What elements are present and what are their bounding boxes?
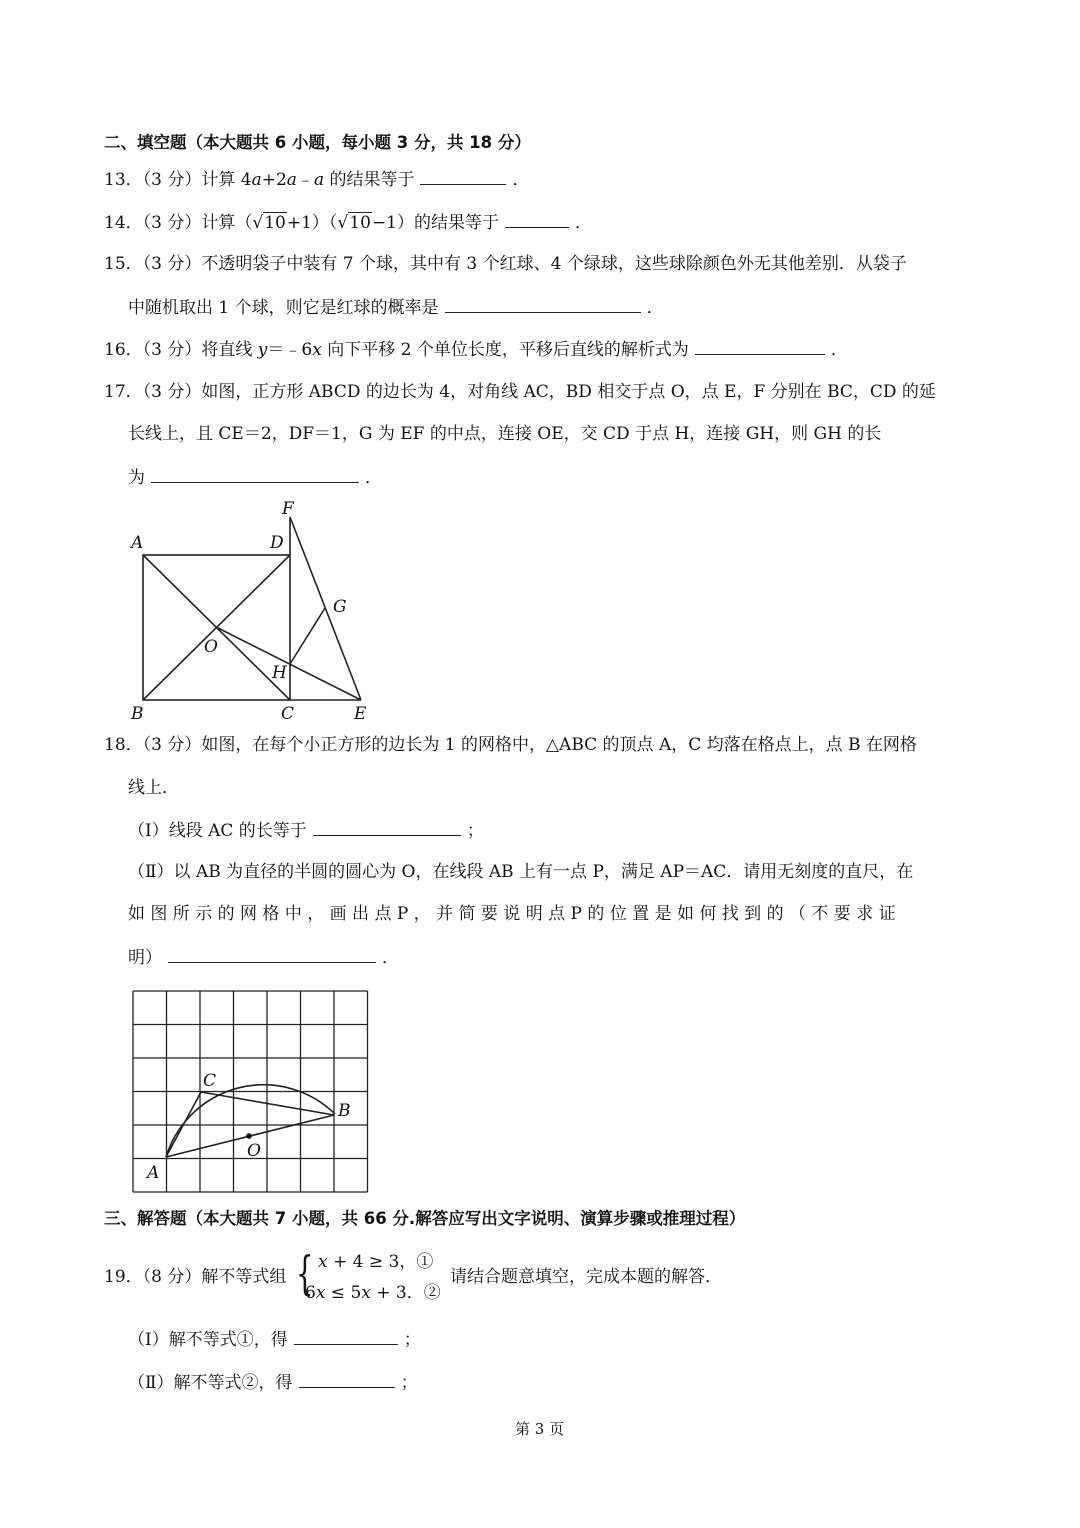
- label-h: H: [272, 663, 287, 683]
- q13-period: ．: [512, 170, 530, 190]
- label-e: E: [354, 704, 367, 724]
- question-17-line3: [128, 466, 382, 489]
- figure-17: [125, 495, 375, 725]
- label-a: A: [131, 533, 144, 553]
- q14-mid2: −1）的结果等于: [371, 213, 499, 233]
- question-18-part2-line2: 如 图 所 示 的 网 格 中 ， 画 出 点 P ， 并 简 要 说 明 点 P 的 位 置 是 如 何 找 到 的 （ 不 要 求 证: [128, 904, 896, 924]
- q14-mid1: +1）（: [286, 213, 338, 233]
- q14-answer-blank[interactable]: [505, 211, 569, 228]
- question-15-line2: [128, 296, 664, 319]
- label-o: O: [247, 1141, 261, 1161]
- q16-pre: 16．（3 分）将直线: [104, 340, 258, 360]
- question-19-part2: [128, 1371, 418, 1394]
- question-18-part2-line1: （Ⅱ）以 AB 为直径的半圆的圆心为 O，在线段 AB 上有一点 P，满足 AP＝AC．请用无刻度的直尺，在: [128, 862, 914, 882]
- segment-gh: [290, 608, 325, 664]
- label-o: O: [204, 637, 218, 657]
- question-19-pre: 19．（8 分）解不等式组: [104, 1267, 287, 1287]
- question-18-line1: 18．（3 分）如图，在每个小正方形的边长为 1 的网格中，△ABC 的顶点 A，C 均落在格点上，点 B 在网格: [104, 735, 917, 755]
- label-b: B: [131, 704, 144, 724]
- inequality-1: 𝑥 + 4 ≥ 3，①: [318, 1252, 434, 1272]
- label-b: B: [338, 1101, 351, 1121]
- label-g: G: [333, 597, 347, 617]
- q19-semicolon-1: ；: [403, 1330, 421, 1350]
- q14-period: ．: [574, 213, 592, 233]
- q15-period: ．: [646, 298, 664, 318]
- question-18-part1: [128, 819, 484, 842]
- q18-part2-text: 明）: [128, 948, 162, 968]
- label-a: A: [147, 1163, 160, 1183]
- inequality-2: 6𝑥 ≤ 5𝑥 + 3．②: [305, 1283, 441, 1303]
- q17-period: ．: [365, 468, 382, 488]
- q19-part1-text: （Ⅰ）解不等式①，得: [128, 1330, 288, 1350]
- q15-answer-blank[interactable]: [445, 296, 641, 313]
- q16-eq: ＝﹣6: [267, 340, 313, 360]
- q14-radicand-1: 10: [264, 213, 286, 233]
- q19-part2-blank[interactable]: [299, 1371, 395, 1388]
- question-17-line1: 17．（3 分）如图，正方形 ABCD 的边长为 4，对角线 AC，BD 相交于点 O，点 E，F 分别在 BC，CD 的延: [104, 382, 936, 402]
- q17-wei: 为: [128, 468, 145, 488]
- q13-expr-minus: ﹣: [296, 170, 314, 190]
- question-16: 16．（3 分）将直线 y＝﹣6x 向下平移 2 个单位长度，平移后直线的解析式为 ．: [104, 340, 848, 360]
- question-18-part2-line3: [128, 946, 399, 969]
- page-number: 第 3 页: [515, 1420, 565, 1438]
- q16-answer-blank[interactable]: [695, 338, 825, 355]
- question-14: 14．（3 分）计算（√10+1）（√10−1）的结果等于 ．: [104, 213, 592, 233]
- center-point-o: [246, 1133, 252, 1139]
- label-f: F: [282, 499, 294, 519]
- q18-semicolon: ；: [466, 821, 484, 841]
- system-brace: {: [296, 1246, 314, 1300]
- question-17-line2: 长线上，且 CE＝2，DF＝1，G 为 EF 的中点，连接 OE，交 CD 于点 H，连接 GH，则 GH 的长: [128, 424, 882, 444]
- question-13: 13．（3 分）计算 4a+2a﹣a 的结果等于 ．: [104, 170, 530, 190]
- section3-heading: 三、解答题（本大题共 7 小题，共 66 分.解答应写出文字说明、演算步骤或推理过程）: [104, 1209, 746, 1228]
- q13-tail: 的结果等于: [324, 170, 415, 190]
- q14-radicand-2: 10: [349, 213, 371, 233]
- label-c: C: [281, 704, 295, 724]
- question-19-part1: [128, 1328, 421, 1351]
- q16-post: 向下平移 2 个单位长度，平移后直线的解析式为: [321, 340, 689, 360]
- question-15-line1: 15．（3 分）不透明袋子中装有 7 个球，其中有 3 个红球、4 个绿球，这些球除颜色外无其他差别．从袋子: [104, 254, 907, 274]
- q18-part2-blank[interactable]: [168, 946, 376, 963]
- q19-part2-text: （Ⅱ）解不等式②，得: [128, 1373, 293, 1393]
- q13-expr-coef: 4: [240, 170, 252, 190]
- q16-period: ．: [830, 340, 848, 360]
- question-19-post: 请结合题意填空，完成本题的解答．: [450, 1267, 722, 1287]
- question-18-line2: 线上．: [128, 778, 179, 798]
- q18-part1-text: （Ⅰ）线段 AC 的长等于: [128, 821, 307, 841]
- q13-answer-blank[interactable]: [420, 168, 506, 185]
- q18-part1-blank[interactable]: [313, 819, 461, 836]
- q17-answer-blank[interactable]: [151, 466, 359, 483]
- q19-part1-blank[interactable]: [294, 1328, 398, 1345]
- label-d: D: [270, 533, 284, 553]
- grid: [133, 991, 368, 1192]
- figure-18: [125, 985, 375, 1195]
- q15-text: 中随机取出 1 个球，则它是红球的概率是: [128, 298, 439, 318]
- q13-expr-mid: +2: [261, 170, 287, 190]
- q13-number: 13．（3 分）计算: [104, 170, 241, 190]
- q18-period: ．: [382, 948, 399, 968]
- section2-heading: 二、填空题（本大题共 6 小题，每小题 3 分，共 18 分）: [104, 133, 531, 152]
- q19-semicolon-2: ；: [400, 1373, 418, 1393]
- label-c: C: [203, 1071, 217, 1091]
- q14-number: 14．（3 分）计算（: [104, 213, 253, 233]
- segment-oe: [216, 627, 361, 700]
